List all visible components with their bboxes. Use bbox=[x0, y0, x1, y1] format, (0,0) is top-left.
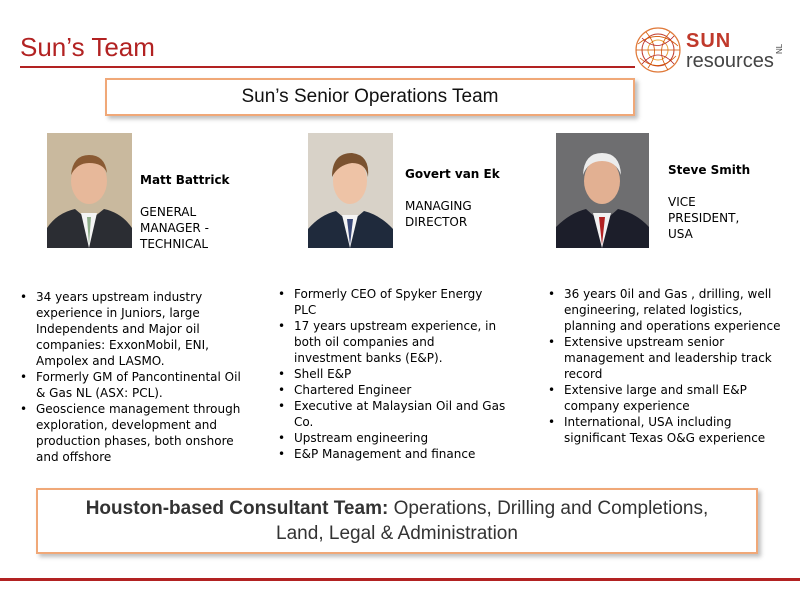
matt-battrick-photo bbox=[47, 133, 132, 248]
govert-van-ek-bullets bbox=[276, 286, 506, 462]
list-item: • 36 years 0il and Gas , drilling, well engineering, related logistics, planning and operations experience bbox=[546, 286, 782, 334]
list-item: • Geoscience management through exploration, development and production phases, both onshore and offshore bbox=[18, 401, 243, 465]
list-item: • Executive at Malaysian Oil and Gas Co. bbox=[276, 398, 506, 430]
person-name: Govert van Ek bbox=[405, 167, 500, 181]
person-name: Steve Smith bbox=[668, 163, 751, 177]
matt-battrick-info bbox=[140, 172, 250, 252]
houston-consultant-team-box bbox=[36, 488, 758, 554]
page-title: Sun’s Team bbox=[20, 32, 155, 62]
person-role: VICE PRESIDENT, USA bbox=[668, 195, 740, 241]
steve-smith-info bbox=[668, 162, 778, 242]
govert-van-ek-info bbox=[405, 166, 515, 230]
matt-battrick-bullets bbox=[18, 289, 243, 465]
person-role: MANAGING DIRECTOR bbox=[405, 199, 472, 229]
list-item: • Extensive large and small E&P company experience bbox=[546, 382, 782, 414]
houston-heading: Houston-based Consultant Team: bbox=[85, 498, 389, 519]
logo-resources-text: resources bbox=[686, 50, 774, 72]
sun-burst-icon bbox=[632, 24, 684, 76]
list-item: • 34 years upstream industry experience in Juniors, large Independents and Major oil companies: ExxonMobil, ENI, Ampolex and LASMO. bbox=[18, 289, 243, 369]
logo-nl-text: NL bbox=[775, 43, 784, 54]
list-item: • Upstream engineering bbox=[276, 430, 506, 446]
list-item: • Extensive upstream senior management and leadership track record bbox=[546, 334, 782, 382]
list-item: • Formerly CEO of Spyker Energy PLC bbox=[276, 286, 506, 318]
list-item: • Shell E&P bbox=[276, 366, 506, 382]
sun-resources-logo bbox=[632, 24, 792, 80]
steve-smith-bullets bbox=[546, 286, 782, 446]
title-divider bbox=[20, 66, 635, 68]
person-role: GENERAL MANAGER - TECHNICAL bbox=[140, 205, 209, 251]
logo-sun-text: SUN bbox=[686, 30, 732, 52]
houston-line2: Land, Legal & Administration bbox=[276, 523, 518, 544]
list-item: • Formerly GM of Pancontinental Oil & Gas NL (ASX: PCL). bbox=[18, 369, 243, 401]
list-item: • E&P Management and finance bbox=[276, 446, 506, 462]
senior-team-heading: Sun’s Senior Operations Team bbox=[105, 78, 635, 116]
list-item: • Chartered Engineer bbox=[276, 382, 506, 398]
houston-line1: Operations, Drilling and Completions, bbox=[388, 498, 709, 519]
govert-van-ek-photo bbox=[308, 133, 393, 248]
list-item: • 17 years upstream experience, in both oil companies and investment banks (E&P). bbox=[276, 318, 506, 366]
steve-smith-photo bbox=[556, 133, 649, 248]
footer-divider bbox=[0, 578, 800, 581]
list-item: • International, USA including significant Texas O&G experience bbox=[546, 414, 782, 446]
person-name: Matt Battrick bbox=[140, 173, 230, 187]
